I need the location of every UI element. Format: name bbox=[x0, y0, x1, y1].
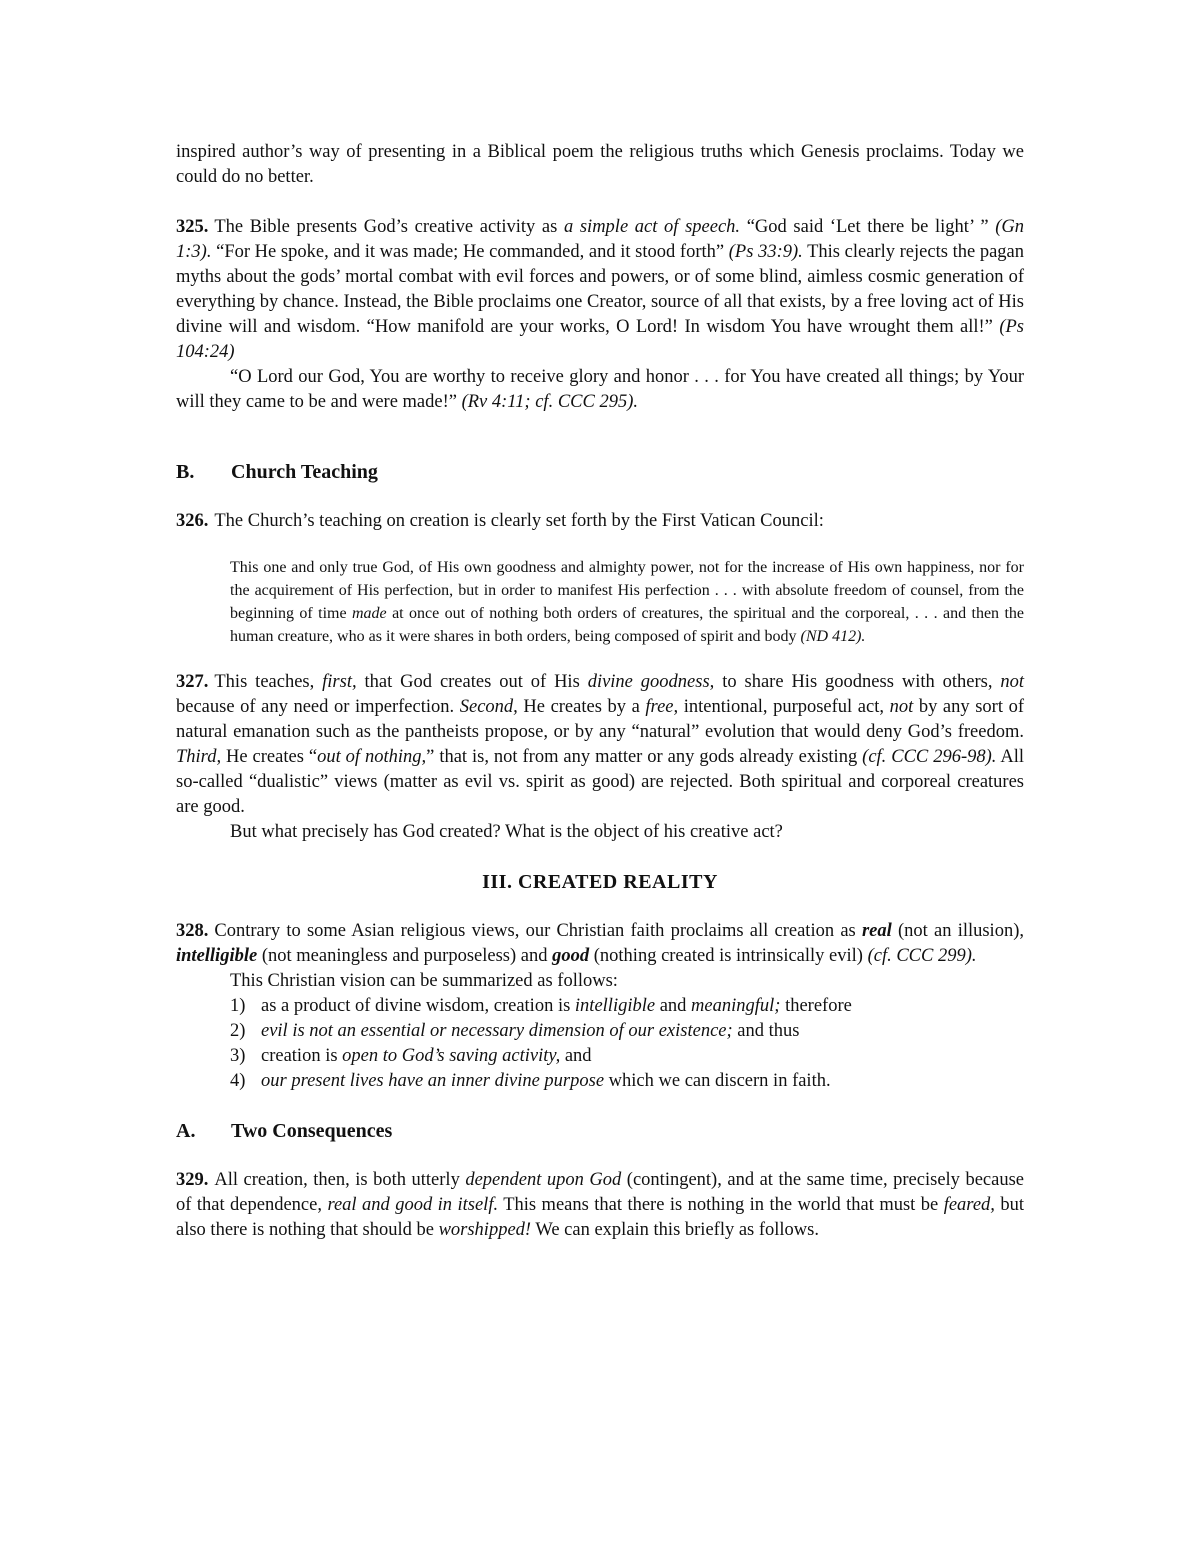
paragraph-number: 328. bbox=[176, 921, 209, 941]
text-run: to share His goodness with others, bbox=[714, 672, 1001, 692]
text-run: All so-called “dualistic” views (matter as evil vs. spirit as good) are rejected. Both spiritual and corporeal creatures are good. bbox=[176, 747, 1024, 817]
emphasis-run: Third, bbox=[176, 747, 222, 767]
emphasis-run: dependent upon God bbox=[465, 1170, 622, 1190]
emphasis-run: out of nothing, bbox=[317, 747, 427, 767]
citation: (Rv 4:11; cf. CCC 295). bbox=[461, 392, 638, 412]
emphasis-run: open to God’s saving activity, bbox=[342, 1046, 561, 1066]
list-number: 4) bbox=[230, 1071, 246, 1091]
text-run: at once out of nothing both orders of creatures, the spiritual and the corporeal, . . . and then the human creature, who as it were shares in both orders, being composed of spirit and body bbox=[230, 605, 1025, 645]
emphasis-run: free, bbox=[645, 697, 679, 717]
citation: (Ps 104:24) bbox=[176, 317, 1024, 362]
paragraph-326 bbox=[176, 509, 1024, 534]
paragraph-327-question bbox=[176, 820, 1024, 845]
section-title: Two Consequences bbox=[231, 1120, 393, 1142]
text-run: We can explain this briefly as follows. bbox=[531, 1220, 819, 1240]
text-run: because of any need or imperfection. bbox=[176, 697, 460, 717]
emphasis-run: feared, bbox=[943, 1195, 995, 1215]
block-quote bbox=[230, 556, 1024, 648]
vision-list bbox=[176, 994, 1024, 1094]
paragraph-328 bbox=[176, 919, 1024, 969]
emphasis-run: meaningful; bbox=[691, 996, 781, 1016]
text-run: therefore bbox=[780, 996, 852, 1016]
text-run: “For He spoke, and it was made; He commanded, and it stood forth” bbox=[211, 242, 729, 262]
citation: (ND 412). bbox=[800, 628, 866, 645]
list-number: 2) bbox=[230, 1021, 246, 1041]
text-run: This clearly rejects the pagan myths about the gods’ mortal combat with evil forces and powers, or of some blind, aimless cosmic generation of everything by chance. Instead, the Bible proclaims one Creator, source of all that exists, by a free loving act of His divine will and wisdom. “How manifold are your works, O Lord! In wisdom You have wrought them all!” bbox=[176, 242, 1024, 337]
text-run: He creates “ bbox=[221, 747, 318, 767]
emphasis-run: not bbox=[889, 697, 914, 717]
text-run: (not an illusion), bbox=[891, 921, 1024, 941]
text-run: “God said ‘Let there be light’ ” bbox=[740, 217, 996, 237]
paragraph-number: 326. bbox=[176, 511, 209, 531]
text-run: All creation, then, is both utterly bbox=[214, 1170, 466, 1190]
list-item bbox=[176, 1069, 1024, 1094]
emphasis-run: our present lives have an inner divine purpose bbox=[261, 1071, 605, 1091]
section-title: Church Teaching bbox=[231, 461, 378, 483]
paragraph-number: 329. bbox=[176, 1170, 209, 1190]
emphasis-run: first, bbox=[322, 672, 357, 692]
text-run: which we can discern in faith. bbox=[604, 1071, 831, 1091]
text-run: This means that there is nothing in the world that must be bbox=[498, 1195, 944, 1215]
paragraph-328-summary bbox=[176, 969, 1024, 994]
section-letter: B. bbox=[176, 461, 195, 483]
text-run: intentional, purposeful act, bbox=[678, 697, 890, 717]
citation: (Ps 33:9). bbox=[728, 242, 803, 262]
list-item bbox=[176, 994, 1024, 1019]
paragraph-329 bbox=[176, 1168, 1024, 1243]
paragraph-325-continued bbox=[176, 365, 1024, 415]
emphasis-run: intelligible bbox=[574, 996, 656, 1016]
paragraph-number: 327. bbox=[176, 672, 209, 692]
text-run: but also there is nothing that should be bbox=[176, 1195, 1024, 1240]
text-run: and bbox=[560, 1046, 592, 1066]
emphasis-run: intelligible bbox=[176, 946, 258, 966]
text-run: as a product of divine wisdom, creation is bbox=[261, 996, 575, 1016]
list-item bbox=[176, 1019, 1024, 1044]
paragraph-325 bbox=[176, 215, 1024, 365]
paragraph-327 bbox=[176, 670, 1024, 820]
text-run: “O Lord our God, You are worthy to receive glory and honor . . . for You have created all things; by Your will they came to be and were made!” bbox=[176, 367, 1024, 412]
text-run: This one and only true God, of His own goodness and almighty power, not for the increase of His own happiness, nor for the acquirement of His perfection, but in order to manifest His perfection . . . with absolute freedom of counsel, from the beginning of time bbox=[230, 559, 1024, 622]
text-run: that God creates out of His bbox=[356, 672, 588, 692]
emphasis-run: evil is not an essential or necessary dimension of our existence; bbox=[261, 1021, 733, 1041]
list-item bbox=[176, 1044, 1024, 1069]
citation: (cf. CCC 296-98). bbox=[862, 747, 997, 767]
emphasis-run: divine goodness, bbox=[587, 672, 715, 692]
text-run: This teaches, bbox=[214, 672, 323, 692]
emphasis-run: real and good in itself. bbox=[327, 1195, 499, 1215]
text-run: But what precisely has God created? What is the object of his creative act? bbox=[230, 822, 783, 842]
text-run: by any sort of natural emanation such as the pantheists propose, or by any “natural” evolution that would deny God’s freedom. bbox=[176, 697, 1024, 742]
text-run: (not meaningless and purposeless) and bbox=[257, 946, 553, 966]
text-run: The Church’s teaching on creation is clearly set forth by the First Vatican Council: bbox=[214, 511, 824, 531]
citation: (Gn 1:3). bbox=[176, 217, 1025, 262]
section-letter: A. bbox=[176, 1120, 196, 1142]
emphasis-run: worshipped! bbox=[438, 1220, 532, 1240]
part-heading-iii: III. CREATED REALITY bbox=[482, 871, 718, 893]
text-run: creation is bbox=[261, 1046, 343, 1066]
emphasis-run: good bbox=[552, 946, 590, 966]
emphasis-run: made bbox=[352, 605, 387, 622]
text-run: Contrary to some Asian religious views, our Christian faith proclaims all creation as bbox=[214, 921, 862, 941]
section-heading-b bbox=[176, 457, 1024, 487]
document-page bbox=[176, 140, 1024, 1243]
paragraph-number: 325. bbox=[176, 217, 209, 237]
text-run: (contingent), and at the same time, precisely because of that dependence, bbox=[176, 1170, 1024, 1215]
text-run: and thus bbox=[732, 1021, 800, 1041]
emphasis-run: real bbox=[861, 921, 892, 941]
list-number: 1) bbox=[230, 996, 246, 1016]
intro-paragraph bbox=[176, 140, 1024, 190]
emphasis-run: a simple act of speech. bbox=[563, 217, 741, 237]
intro-line-2: Today we could do no better. bbox=[176, 142, 1024, 187]
emphasis-run: not bbox=[1000, 672, 1025, 692]
section-heading-a bbox=[176, 1116, 1024, 1146]
text-run: and bbox=[655, 996, 692, 1016]
text-run: This Christian vision can be summarized as follows: bbox=[230, 971, 618, 991]
text-run: The Bible presents God’s creative activity as bbox=[214, 217, 564, 237]
text-run: (nothing created is intrinsically evil) bbox=[589, 946, 868, 966]
text-run: ” that is, not from any matter or any gods already existing bbox=[426, 747, 863, 767]
intro-line-1: inspired author’s way of presenting in a Biblical poem the religious truths which Genesis proclaims. bbox=[176, 142, 944, 162]
list-number: 3) bbox=[230, 1046, 246, 1066]
citation: (cf. CCC 299). bbox=[867, 946, 977, 966]
emphasis-run: Second, bbox=[459, 697, 518, 717]
text-run: He creates by a bbox=[517, 697, 646, 717]
